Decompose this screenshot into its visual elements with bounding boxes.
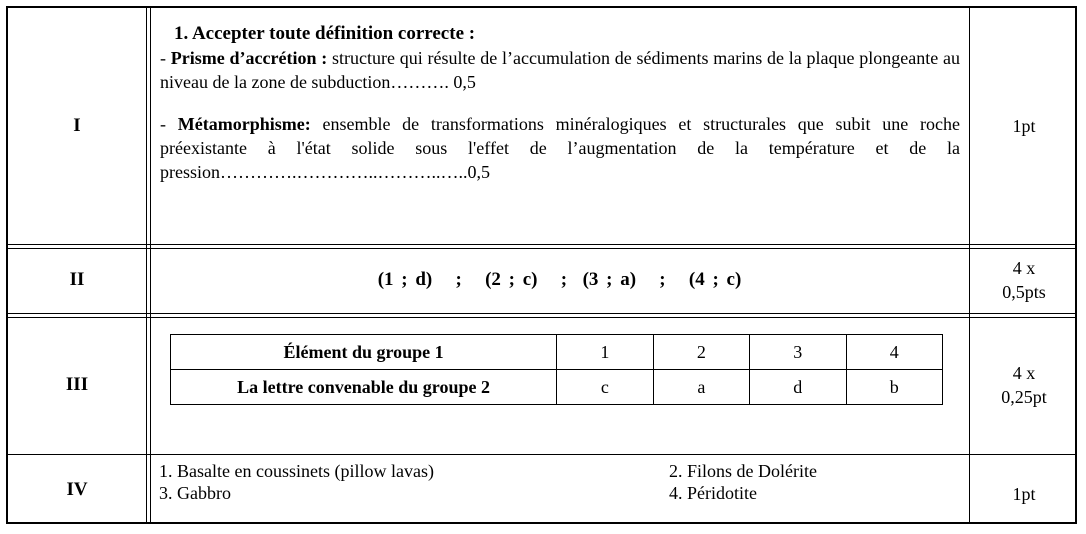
table-cell: 1 [557,335,653,370]
text-metamorphisme: ensemble de transformations minéralogiques et structurales que subit une roche préexistante à l'état solide sous l'effet de l’augmentation de la température et de la pression………….…………..………..…..0,5 [160,114,961,182]
row-divider-2 [8,313,1075,314]
header-group-1: Élément du groupe 1 [171,335,557,370]
row-number-iv: IV [66,479,88,500]
text-prisme: structure qui résulte de l’accumulation de sédiments marins de la plaque plongeante au niveau de la zone de subduction………. 0,5 [160,48,960,92]
row-number-iii: III [65,374,89,395]
table-cell: c [557,370,653,405]
table-cell: 3 [750,335,846,370]
row-number-ii: II [69,269,85,290]
term-prisme: Prisme d’accrétion : [170,48,328,68]
table-cell: a [653,370,749,405]
list-item: 4. Péridotite [669,483,757,503]
column-divider-right [969,8,970,522]
table-cell: d [750,370,846,405]
table-cell: b [846,370,943,405]
table-row [171,335,943,370]
header-group-2: La lettre convenable du groupe 2 [171,370,557,405]
row-iv-points: 1pt [1012,484,1036,504]
row-number-i [8,8,146,244]
row-ii-points: 4 x 0,5pts [1002,258,1046,302]
row-number-label: I [73,115,81,136]
row-i-content [160,22,960,184]
row-divider-3 [8,454,1075,455]
term-metamorphisme: Métamorphisme: [177,114,311,134]
row-divider-1 [8,244,1075,245]
matching-table [170,334,943,405]
answer-grid [6,6,1077,524]
row-i-title: 1. Accepter toute définition correcte : [174,23,476,44]
row-i-points: 1pt [1012,116,1036,136]
row-iii-points: 4 x 0,25pt [1001,363,1047,407]
row-ii-answers: (1 ; d) ; (2 ; c) ; (3 ; a) ; (4 ; c) [377,269,742,290]
table-cell: 4 [846,335,943,370]
list-item: 2. Filons de Dolérite [669,461,817,481]
table-row [171,370,943,405]
definition-metamorphisme: - Métamorphisme: ensemble de transformations minéralogiques et structurales que subit une roche préexistante à l'état solide sous l'effet de l’augmentation de la température et de la pression………….…………..………..…..0,5 [160,114,961,182]
column-divider-left [146,8,147,522]
definition-prisme: - Prisme d’accrétion : structure qui résulte de l’accumulation de sédiments marins de la plaque plongeante au niveau de la zone de subduction………. 0,5 [160,48,960,92]
list-item: 3. Gabbro [159,483,231,503]
table-cell: 2 [653,335,749,370]
list-item: 1. Basalte en coussinets (pillow lavas) [159,461,434,481]
